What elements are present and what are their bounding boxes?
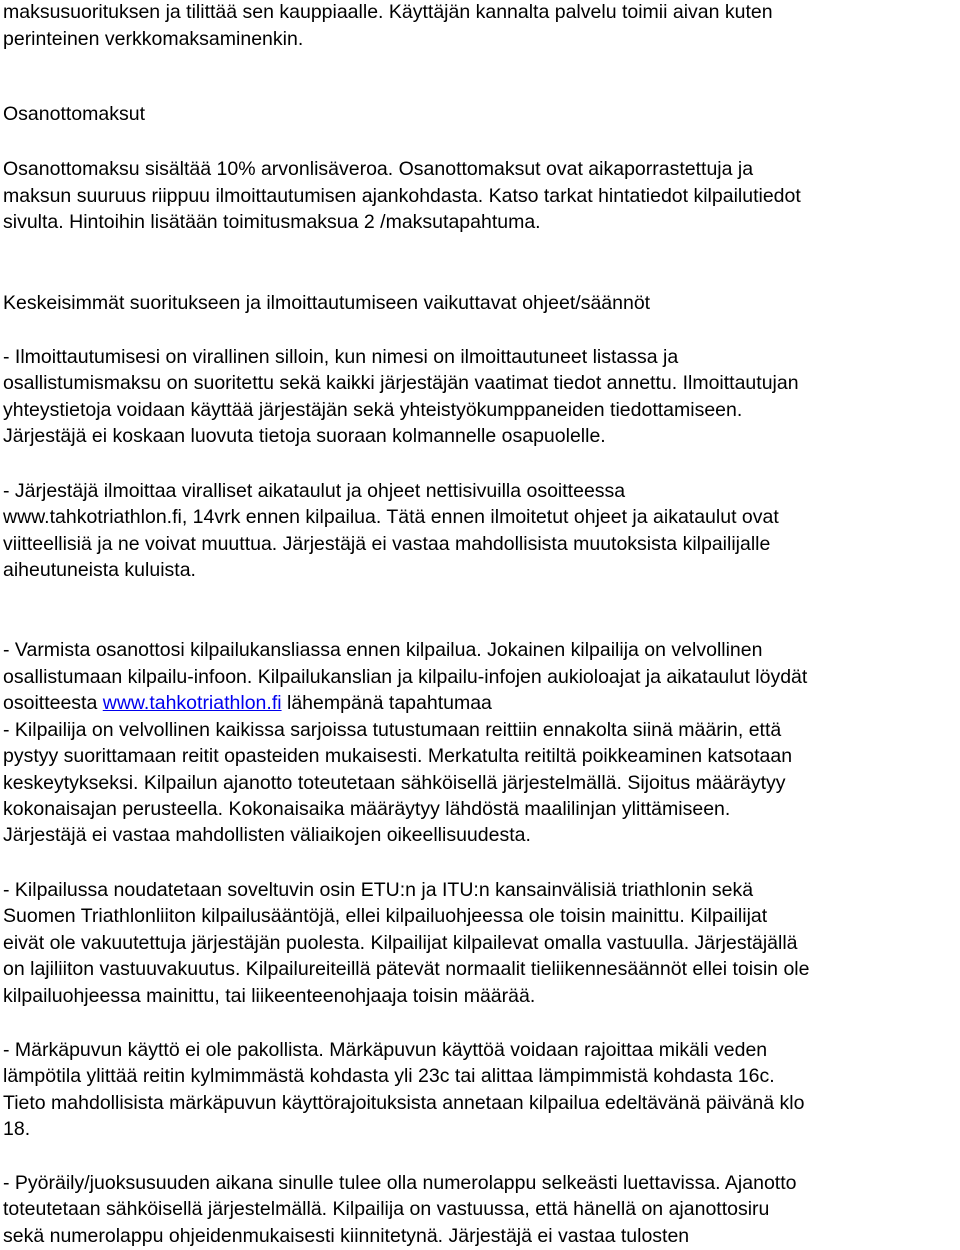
text-line: - Kilpailija on velvollinen kaikissa sarjoissa tutustumaan reittiin ennakolta siinä määrin, että [3,719,782,741]
text-line: - Ilmoittautumisesi on virallinen silloin, kun nimesi on ilmoittautuneet listassa ja [3,346,679,368]
text-line: Osanottomaksu sisältää 10% arvonlisäveroa. Osanottomaksut ovat aikaporrastettuja ja [3,158,754,180]
text-line: Tieto mahdollisista märkäpuvun käyttörajoituksista annetaan kilpailua edeltävänä päivänä klo [3,1092,805,1114]
text-line: sekä numerolappu ohjeidenmukaisesti kiinnitetynä. Järjestäjä ei vastaa tulosten [3,1225,690,1247]
text-line: - Järjestäjä ilmoittaa viralliset aikataulut ja ohjeet nettisivuilla osoitteessa [3,480,626,502]
text-line: www.tahkotriathlon.fi, 14vrk ennen kilpailua. Tätä ennen ilmoitetut ohjeet ja aikataulut ovat [3,506,779,528]
text-line: - Märkäpuvun käyttö ei ole pakollista. Märkäpuvun käyttöä voidaan rajoittaa mikäli veden [3,1039,768,1061]
text-line: - Varmista osanottosi kilpailukansliassa ennen kilpailua. Jokainen kilpailija on velvollinen [3,639,763,661]
text-line: pystyy suorittamaan reitit opasteiden mukaisesti. Merkatulta reitiltä poikkeaminen katsotaan [3,745,793,767]
text-line: viitteellisiä ja ne voivat muuttua. Järjestäjä ei vastaa mahdollisista muutoksista kilpailijalle [3,533,771,555]
text-line: - Kilpailussa noudatetaan soveltuvin osin ETU:n ja ITU:n kansainvälisiä triathlonin sekä [3,879,754,901]
text-line: kilpailuohjeessa mainittu, tai liikeenteenohjaaja toisin määrää. [3,985,536,1007]
text-line: Järjestäjä ei koskaan luovuta tietoja suoraan kolmannelle osapuolelle. [3,425,606,447]
website-link[interactable]: www.tahkotriathlon.fi [102,692,282,714]
text-line: toteutetaan sähköisellä järjestelmällä. Kilpailija on vastuussa, että hänellä on ajanottosiru [3,1198,770,1220]
text-line: kokonaisajan perusteella. Kokonaisaika määräytyy lähdöstä maalilinjan ylittämiseen. [3,798,731,820]
text-line: eivät ole vakuutettuja järjestäjän puolesta. Kilpailijat kilpailevat omalla vastuulla. Järjestäjällä [3,932,798,954]
section-heading: Osanottomaksut [3,103,145,125]
text-line: yhteystietoja voidaan käyttää järjestäjän sekä yhteistyökumppaneiden tiedottamiseen. [3,399,743,421]
text-line: maksusuorituksen ja tilittää sen kauppiaalle. Käyttäjän kannalta palvelu toimii aivan kuten [3,1,773,23]
text-line: sivulta. Hintoihin lisätään toimitusmaksua 2 /maksutapahtuma. [3,211,541,233]
text-line: osallistumismaksu on suoritettu sekä kaikki järjestäjän vaatimat tiedot annettu. Ilmoittautujan [3,372,799,394]
text-line [3,691,492,717]
text-line: lämpötila ylittää reitin kylmimmästä kohdasta yli 23c tai alittaa lämpimmistä kohdasta 16c. [3,1065,775,1087]
link-prefix: osoitteesta [3,692,103,714]
text-line: 18. [3,1118,31,1140]
section-heading: Keskeisimmät suoritukseen ja ilmoittautumiseen vaikuttavat ohjeet/säännöt [3,292,651,314]
text-line: keskeytykseksi. Kilpailun ajanotto toteutetaan sähköisellä järjestelmällä. Sijoitus määräytyy [3,772,786,794]
text-line: perinteinen verkkomaksaminenkin. [3,28,304,50]
link-suffix: lähempänä tapahtumaa [281,692,492,714]
text-line: osallistumaan kilpailu-infoon. Kilpailukanslian ja kilpailu-infojen aukioloajat ja aikataulut löydät [3,666,808,688]
text-line: maksun suuruus riippuu ilmoittautumisen ajankohdasta. Katso tarkat hintatiedot kilpailutiedot [3,185,801,207]
text-line: Järjestäjä ei vastaa mahdollisten väliaikojen oikeellisuudesta. [3,824,531,846]
text-line: - Pyöräily/juoksusuuden aikana sinulle tulee olla numerolappu selkeästi luettavissa. Ajanotto [3,1172,797,1194]
text-line: on lajiliiton vastuuvakuutus. Kilpailureiteillä pätevät normaalit tieliikennesäännöt ellei toisin ole [3,958,810,980]
text-line: Suomen Triathlonliiton kilpailusääntöjä, ellei kilpailuohjeessa ole toisin mainittu. Kilpailijat [3,905,768,927]
text-line: aiheutuneista kuluista. [3,559,196,581]
